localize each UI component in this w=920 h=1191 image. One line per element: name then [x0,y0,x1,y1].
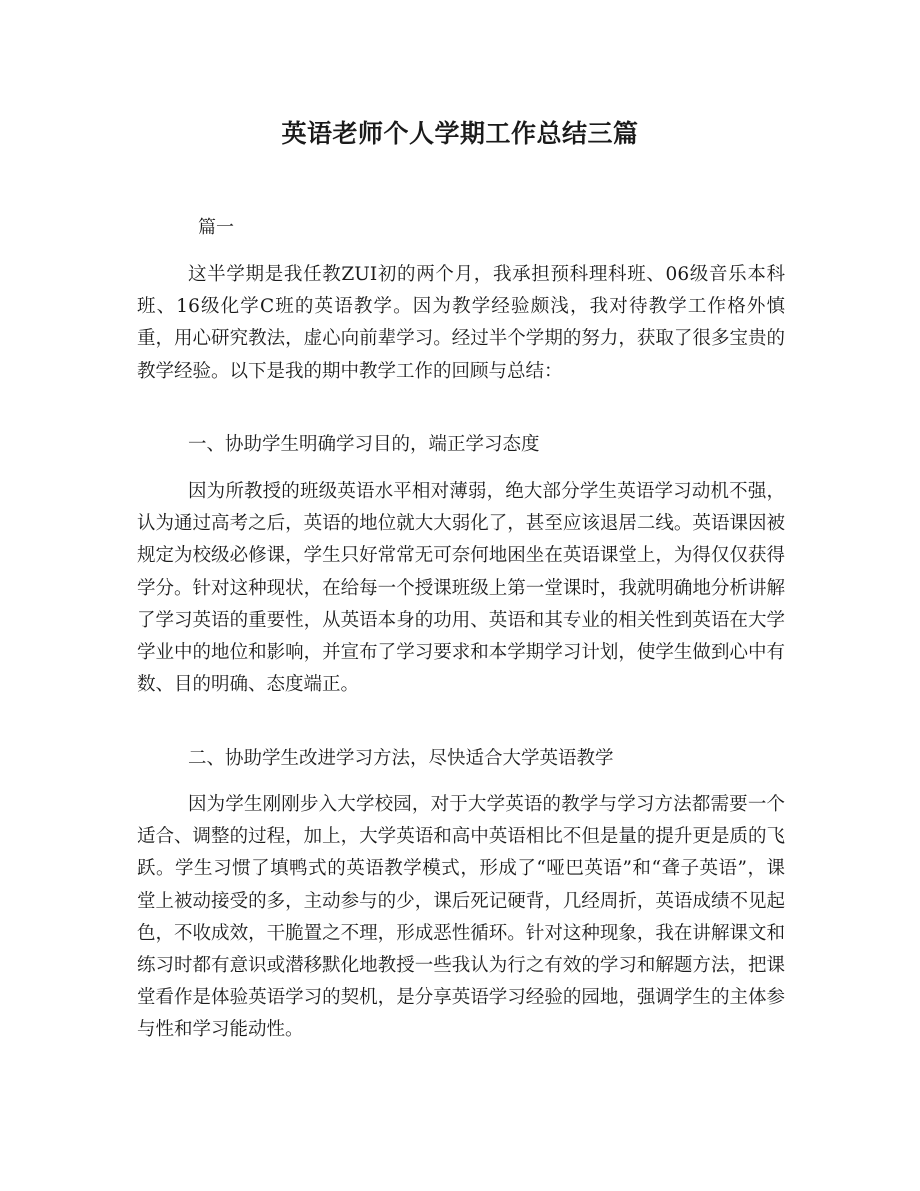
document-title: 英语老师个人学期工作总结三篇 [281,119,639,148]
paragraph-intro: 这半学期是我任教ZUI初的两个月，我承担预科理科班、06级音乐本科班、16级化学C班的英语教学。因为教学经验颇浅，我对待教学工作格外慎重，用心研究教法，虚心向前辈学习。经过半个学期的努力，获取了很多宝贵的教学经验。以下是我的期中教学工作的回顾与总结： [137,264,785,382]
heading-1: 一、协助学生明确学习目的，端正学习态度 [188,434,540,455]
paragraph-2: 因为所教授的班级英语水平相对薄弱，绝大部分学生英语学习动机不强，认为通过高考之后，英语的地位就大大弱化了，甚至应该退居二线。英语课因被规定为校级必修课，学生只好常常无可奈何地困坐在英语课堂上，为得仅仅获得学分。针对这种现状，在给每一个授课班级上第一堂课时，我就明确地分析讲解了学习英语的重要性，从英语本身的功用、英语和其专业的相关性到英语在大学学业中的地位和影响，并宣布了学习要求和本学期学习计划，使学生做到心中有数、目的明确、态度端正。 [137,481,785,696]
heading-2: 二、协助学生改进学习方法，尽快适合大学英语教学 [188,748,614,769]
paragraph-3: 因为学生刚刚步入大学校园，对于大学英语的教学与学习方法都需要一个适合、调整的过程，加上，大学英语和高中英语相比不但是量的提升更是质的飞跃。学生习惯了填鸭式的英语教学模式，形成了“哑巴英语”和“聋子英语”，课堂上被动接受的多，主动参与的少，课后死记硬背，几经周折，英语成绩不见起色，不收成效，干脆置之不理，形成恶性循环。针对这种现象，我在讲解课文和练习时都有意识或潜移默化地教授一些我认为行之有效的学习和解题方法，把课堂看作是体验英语学习的契机，是分享英语学习经验的园地，强调学生的主体参与性和学习能动性。 [137,794,785,1041]
section-label: 篇一 [198,217,234,238]
